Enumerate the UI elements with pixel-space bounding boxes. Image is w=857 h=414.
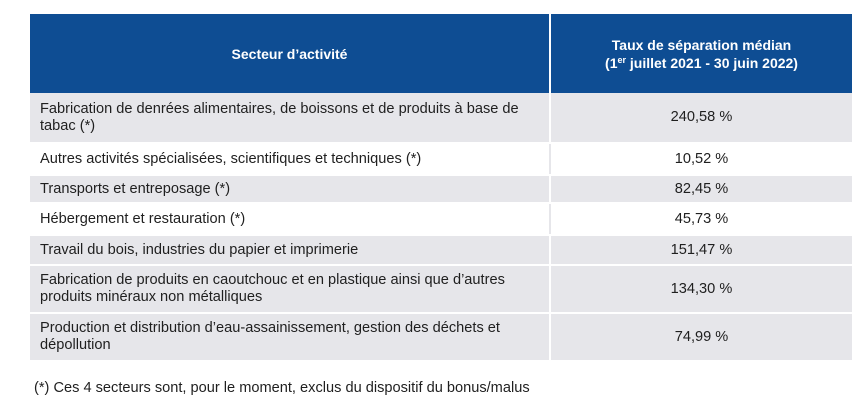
header-rate [550, 14, 852, 93]
table-header-row [30, 14, 852, 93]
table-row [30, 175, 852, 203]
sector-rate-table [30, 14, 852, 362]
footnote: (*) Ces 4 secteurs sont, pour le moment, exclus du dispositif du bonus/malus [34, 380, 530, 396]
row-rate: 151,47 % [550, 235, 852, 265]
header-rate-open: (1 [605, 54, 618, 71]
table-row [30, 143, 852, 175]
row-sector: Fabrication de denrées alimentaires, de boissons et de produits à base de tabac (*) [30, 93, 550, 143]
table-row [30, 235, 852, 265]
table-row [30, 313, 852, 361]
row-sector: Hébergement et restauration (*) [30, 203, 550, 235]
row-rate: 240,58 % [550, 93, 852, 143]
header-rate-line1: Taux de séparation médian [611, 36, 792, 53]
row-sector: Travail du bois, industries du papier et imprimerie [30, 235, 550, 265]
row-sector: Production et distribution d’eau-assainissement, gestion des déchets et dépollution [30, 313, 550, 361]
row-rate: 10,52 % [550, 143, 852, 175]
row-sector: Transports et entreposage (*) [30, 175, 550, 203]
table-row [30, 203, 852, 235]
header-rate-rest: juillet 2021 - 30 juin 2022) [626, 54, 798, 71]
row-rate: 74,99 % [550, 313, 852, 361]
header-rate-sup: er [617, 54, 626, 65]
table-row [30, 265, 852, 313]
row-sector: Fabrication de produits en caoutchouc et en plastique ainsi que d’autres produits minéraux non métalliques [30, 265, 550, 313]
table-row [30, 93, 852, 143]
row-sector: Autres activités spécialisées, scientifiques et techniques (*) [30, 143, 550, 175]
header-sector: Secteur d’activité [30, 14, 550, 93]
data-table [30, 14, 852, 362]
row-rate: 82,45 % [550, 175, 852, 203]
row-rate: 45,73 % [550, 203, 852, 235]
row-rate: 134,30 % [550, 265, 852, 313]
